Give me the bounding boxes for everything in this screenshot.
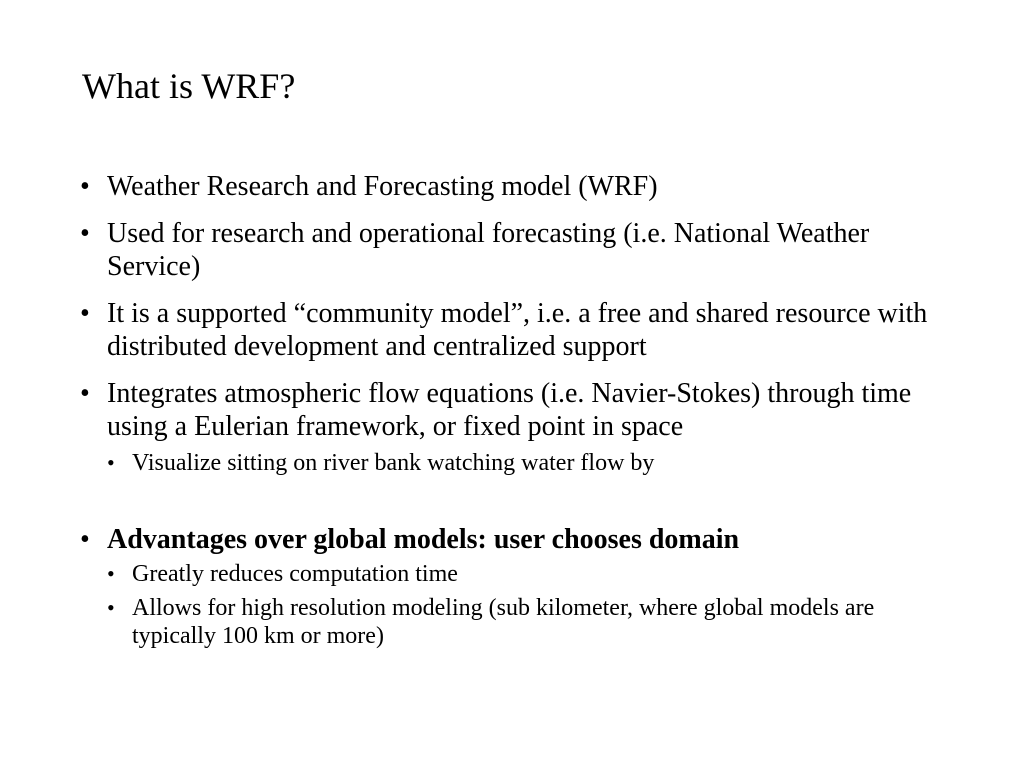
bullet-text: Used for research and operational forecasting (i.e. National Weather Service) [107,218,870,282]
bullet-item [80,377,960,477]
slide-title: What is WRF? [82,66,296,106]
sub-bullet-item [107,560,960,588]
bullet-icon: • [80,218,90,249]
bullet-item-advantages [80,523,960,650]
sub-bullet-icon: • [107,450,115,475]
sub-bullet-text: Visualize sitting on river bank watching water flow by [132,450,655,476]
bullet-text: Advantages over global models: user chooses domain [107,524,740,555]
sub-bullet-text: Allows for high resolution modeling (sub kilometer, where global models are typically 100 km or more) [132,595,875,649]
bullet-text: Integrates atmospheric flow equations (i.e. Navier-Stokes) through time using a Eulerian framework, or fixed point in space [107,378,912,442]
bullet-icon: • [80,171,90,202]
bullet-text: It is a supported “community model”, i.e. a free and shared resource with distributed development and centralized support [107,298,928,362]
bullet-icon: • [80,378,90,409]
sub-bullet-list [107,560,960,650]
bullet-list [80,170,960,650]
sub-bullet-item [107,449,960,477]
bullet-text: Weather Research and Forecasting model (WRF) [107,171,658,202]
sub-bullet-text: Greatly reduces computation time [132,561,458,587]
bullet-icon: • [80,298,90,329]
sub-bullet-icon: • [107,561,115,586]
bullet-item [80,297,960,363]
bullet-item [80,170,960,203]
sub-bullet-icon: • [107,595,115,620]
sub-bullet-item [107,594,960,650]
bullet-icon: • [80,524,90,555]
bullet-item [80,217,960,283]
sub-bullet-list [107,449,960,477]
